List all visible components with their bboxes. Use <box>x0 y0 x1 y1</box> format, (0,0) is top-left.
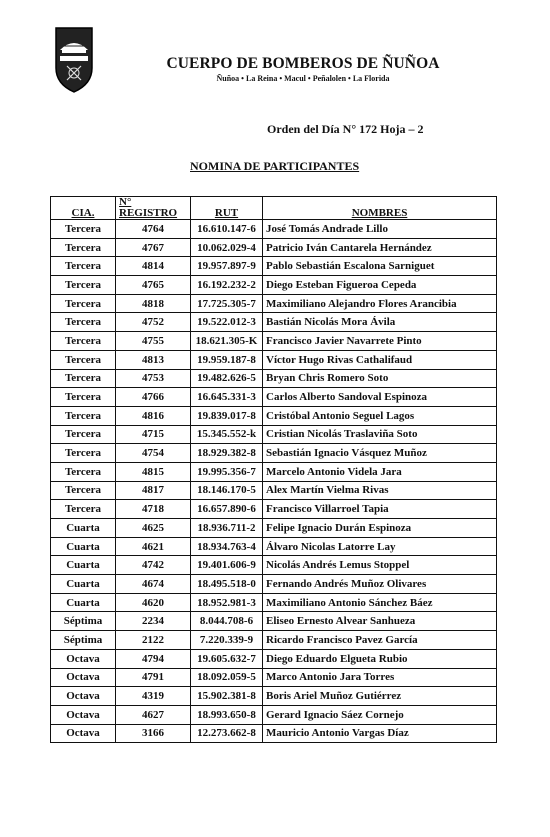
column-header-cia: CIA. <box>51 197 116 220</box>
cell-nombre: Carlos Alberto Sandoval Espinoza <box>263 388 497 407</box>
table-row <box>51 724 497 743</box>
cell-cia: Cuarta <box>51 519 116 538</box>
cell-cia: Tercera <box>51 332 116 351</box>
cell-cia: Tercera <box>51 238 116 257</box>
cell-cia: Tercera <box>51 257 116 276</box>
cell-rut: 19.482.626-5 <box>191 369 263 388</box>
table-row <box>51 406 497 425</box>
cell-rut: 18.929.382-8 <box>191 444 263 463</box>
table-row <box>51 350 497 369</box>
cell-cia: Tercera <box>51 276 116 295</box>
cell-registro: 4764 <box>116 220 191 239</box>
cell-cia: Tercera <box>51 500 116 519</box>
cell-rut: 15.345.552-k <box>191 425 263 444</box>
cell-rut: 17.725.305-7 <box>191 294 263 313</box>
section-title: NOMINA DE PARTICIPANTES <box>190 159 360 173</box>
cell-nombre: José Tomás Andrade Lillo <box>263 220 497 239</box>
cell-cia: Cuarta <box>51 575 116 594</box>
participants-table <box>50 196 497 743</box>
cell-registro: 4742 <box>116 556 191 575</box>
cell-registro: 4794 <box>116 649 191 668</box>
cell-nombre: Álvaro Nicolas Latorre Lay <box>263 537 497 556</box>
cell-nombre: Maximiliano Alejandro Flores Arancibia <box>263 294 497 313</box>
table-row <box>51 575 497 594</box>
table-row <box>51 257 497 276</box>
cell-rut: 18.495.518-0 <box>191 575 263 594</box>
table-row <box>51 425 497 444</box>
cell-registro: 4674 <box>116 575 191 594</box>
cell-registro: 4813 <box>116 350 191 369</box>
cell-nombre: Marco Antonio Jara Torres <box>263 668 497 687</box>
table-body <box>51 220 497 743</box>
table-row <box>51 519 497 538</box>
cell-rut: 19.839.017-8 <box>191 406 263 425</box>
cell-nombre: Gerard Ignacio Sáez Cornejo <box>263 705 497 724</box>
table-row <box>51 612 497 631</box>
table-row <box>51 687 497 706</box>
table-row <box>51 593 497 612</box>
cell-registro: 4816 <box>116 406 191 425</box>
cell-registro: 2122 <box>116 631 191 650</box>
cell-registro: 4753 <box>116 369 191 388</box>
cell-cia: Tercera <box>51 220 116 239</box>
cell-rut: 18.146.170-5 <box>191 481 263 500</box>
cell-rut: 19.522.012-3 <box>191 313 263 332</box>
cell-nombre: Pablo Sebastián Escalona Sarniguet <box>263 257 497 276</box>
cell-rut: 18.952.981-3 <box>191 593 263 612</box>
cell-nombre: Marcelo Antonio Videla Jara <box>263 462 497 481</box>
cell-nombre: Alex Martín Vielma Rivas <box>263 481 497 500</box>
cell-cia: Cuarta <box>51 537 116 556</box>
cell-rut: 18.936.711-2 <box>191 519 263 538</box>
cell-registro: 4715 <box>116 425 191 444</box>
cell-registro: 4718 <box>116 500 191 519</box>
column-header-registro-no: N° <box>119 196 132 208</box>
cell-registro: 4620 <box>116 593 191 612</box>
cell-registro: 4621 <box>116 537 191 556</box>
cell-rut: 16.192.232-2 <box>191 276 263 295</box>
cell-rut: 18.621.305-K <box>191 332 263 351</box>
cell-cia: Cuarta <box>51 593 116 612</box>
cell-nombre: Ricardo Francisco Pavez García <box>263 631 497 650</box>
cell-nombre: Diego Eduardo Elgueta Rubio <box>263 649 497 668</box>
table-row <box>51 462 497 481</box>
column-header-nombres: NOMBRES <box>263 197 497 220</box>
cell-cia: Tercera <box>51 444 116 463</box>
cell-rut: 16.610.147-6 <box>191 220 263 239</box>
cell-rut: 8.044.708-6 <box>191 612 263 631</box>
table-row <box>51 481 497 500</box>
cell-nombre: Fernando Andrés Muñoz Olivares <box>263 575 497 594</box>
table-row <box>51 220 497 239</box>
cell-cia: Séptima <box>51 631 116 650</box>
cell-rut: 16.645.331-3 <box>191 388 263 407</box>
fire-department-crest-logo <box>50 22 98 96</box>
order-of-the-day: Orden del Día N° 172 Hoja – 2 <box>267 122 424 136</box>
table-row <box>51 369 497 388</box>
cell-rut: 7.220.339-9 <box>191 631 263 650</box>
cell-nombre: Bastián Nicolás Mora Ávila <box>263 313 497 332</box>
cell-registro: 4627 <box>116 705 191 724</box>
cell-cia: Tercera <box>51 481 116 500</box>
cell-rut: 18.993.650-8 <box>191 705 263 724</box>
cell-registro: 4791 <box>116 668 191 687</box>
column-header-rut: RUT <box>191 197 263 220</box>
table-row <box>51 444 497 463</box>
table-row <box>51 705 497 724</box>
cell-nombre: Eliseo Ernesto Alvear Sanhueza <box>263 612 497 631</box>
cell-rut: 19.959.187-8 <box>191 350 263 369</box>
cell-registro: 4817 <box>116 481 191 500</box>
cell-nombre: Felipe Ignacio Durán Espinoza <box>263 519 497 538</box>
table-header-row <box>51 197 497 220</box>
cell-cia: Tercera <box>51 462 116 481</box>
cell-registro: 4815 <box>116 462 191 481</box>
cell-nombre: Mauricio Antonio Vargas Díaz <box>263 724 497 743</box>
table-row <box>51 332 497 351</box>
organization-name: CUERPO DE BOMBEROS DE ÑUÑOA <box>166 55 440 72</box>
cell-rut: 18.092.059-5 <box>191 668 263 687</box>
cell-registro: 4767 <box>116 238 191 257</box>
cell-cia: Tercera <box>51 313 116 332</box>
cell-nombre: Bryan Chris Romero Soto <box>263 369 497 388</box>
cell-cia: Octava <box>51 668 116 687</box>
table-row <box>51 276 497 295</box>
cell-registro: 4625 <box>116 519 191 538</box>
cell-rut: 10.062.029-4 <box>191 238 263 257</box>
cell-registro: 3166 <box>116 724 191 743</box>
cell-cia: Tercera <box>51 425 116 444</box>
cell-nombre: Diego Esteban Figueroa Cepeda <box>263 276 497 295</box>
column-header-registro <box>116 197 191 220</box>
table-row <box>51 631 497 650</box>
table-row <box>51 294 497 313</box>
table-row <box>51 500 497 519</box>
cell-registro: 4766 <box>116 388 191 407</box>
cell-rut: 19.995.356-7 <box>191 462 263 481</box>
cell-rut: 19.605.632-7 <box>191 649 263 668</box>
cell-rut: 16.657.890-6 <box>191 500 263 519</box>
cell-nombre: Nicolás Andrés Lemus Stoppel <box>263 556 497 575</box>
column-header-registro-label: REGISTRO <box>119 207 178 219</box>
cell-nombre: Víctor Hugo Rivas Cathalifaud <box>263 350 497 369</box>
table-row <box>51 649 497 668</box>
table-row <box>51 238 497 257</box>
cell-registro: 4814 <box>116 257 191 276</box>
cell-nombre: Patricio Iván Cantarela Hernández <box>263 238 497 257</box>
cell-nombre: Francisco Villarroel Tapia <box>263 500 497 519</box>
cell-nombre: Francisco Javier Navarrete Pinto <box>263 332 497 351</box>
cell-nombre: Cristóbal Antonio Seguel Lagos <box>263 406 497 425</box>
cell-registro: 4752 <box>116 313 191 332</box>
cell-cia: Octava <box>51 649 116 668</box>
cell-cia: Tercera <box>51 406 116 425</box>
table-row <box>51 313 497 332</box>
cell-rut: 12.273.662-8 <box>191 724 263 743</box>
cell-cia: Cuarta <box>51 556 116 575</box>
table-row <box>51 668 497 687</box>
cell-rut: 19.401.606-9 <box>191 556 263 575</box>
table-row <box>51 556 497 575</box>
cell-registro: 4755 <box>116 332 191 351</box>
cell-registro: 4818 <box>116 294 191 313</box>
cell-rut: 19.957.897-9 <box>191 257 263 276</box>
cell-rut: 18.934.763-4 <box>191 537 263 556</box>
cell-cia: Tercera <box>51 294 116 313</box>
table-row <box>51 388 497 407</box>
cell-cia: Tercera <box>51 369 116 388</box>
cell-nombre: Cristian Nicolás Traslaviña Soto <box>263 425 497 444</box>
cell-registro: 4319 <box>116 687 191 706</box>
cell-cia: Octava <box>51 724 116 743</box>
cell-cia: Octava <box>51 705 116 724</box>
cell-nombre: Boris Ariel Muñoz Gutiérrez <box>263 687 497 706</box>
organization-communes: Ñuñoa • La Reina • Macul • Peñalolen • La Florida <box>216 74 390 83</box>
cell-cia: Tercera <box>51 350 116 369</box>
cell-registro: 4765 <box>116 276 191 295</box>
table-row <box>51 537 497 556</box>
cell-registro: 2234 <box>116 612 191 631</box>
cell-cia: Tercera <box>51 388 116 407</box>
cell-nombre: Maximiliano Antonio Sánchez Báez <box>263 593 497 612</box>
cell-cia: Octava <box>51 687 116 706</box>
cell-cia: Séptima <box>51 612 116 631</box>
cell-rut: 15.902.381-8 <box>191 687 263 706</box>
cell-nombre: Sebastián Ignacio Vásquez Muñoz <box>263 444 497 463</box>
cell-registro: 4754 <box>116 444 191 463</box>
